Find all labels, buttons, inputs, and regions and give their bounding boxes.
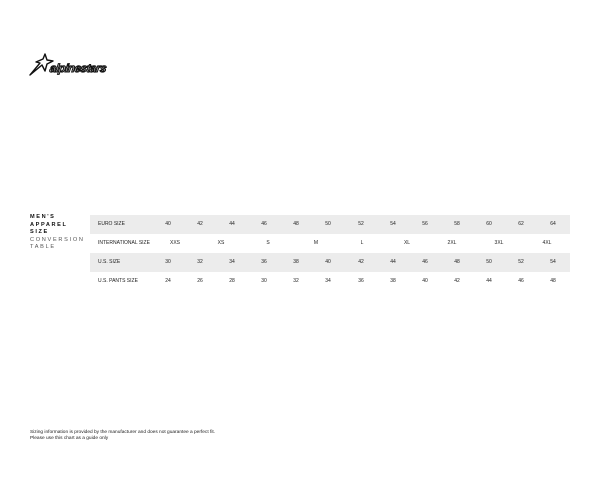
table-cell: 54 xyxy=(550,259,556,265)
table-cell: 46 xyxy=(518,278,524,284)
table-cell: 44 xyxy=(486,278,492,284)
table-cell: 46 xyxy=(422,259,428,265)
title-line-mens: MEN'S xyxy=(30,214,56,220)
title-line-conversion: CONVERSION xyxy=(30,236,85,243)
table-cell: 54 xyxy=(390,221,396,227)
table-cell: 28 xyxy=(229,278,235,284)
table-cell: M xyxy=(313,240,319,246)
table-cell: 32 xyxy=(293,278,299,284)
svg-text:alpinestars: alpinestars xyxy=(48,63,107,75)
title-line-size: SIZE xyxy=(30,229,49,236)
table-cell: 48 xyxy=(293,221,299,227)
table-cell: 34 xyxy=(229,259,235,265)
table-cell: 36 xyxy=(358,278,364,284)
table-cell: 36 xyxy=(261,259,267,265)
table-cell: 42 xyxy=(197,221,203,227)
title-line-apparel: APPAREL xyxy=(30,221,68,228)
table-cell: 48 xyxy=(454,259,460,265)
row-label: INTERNATIONAL SIZE xyxy=(98,240,150,246)
table-cell: 52 xyxy=(518,259,524,265)
table-cell: 40 xyxy=(165,221,171,227)
table-row xyxy=(90,215,570,234)
table-cell: 30 xyxy=(261,278,267,284)
table-cell: 62 xyxy=(518,221,524,227)
table-cell: 46 xyxy=(261,221,267,227)
table-cell: 48 xyxy=(550,278,556,284)
table-cell: 58 xyxy=(454,221,460,227)
brand-logo xyxy=(28,53,133,77)
table-cell: XS xyxy=(217,240,225,246)
table-cell: XL xyxy=(403,240,411,246)
table-cell: 52 xyxy=(358,221,364,227)
table-cell: 32 xyxy=(197,259,203,265)
table-cell: 24 xyxy=(165,278,171,284)
table-cell: 64 xyxy=(550,221,556,227)
table-cell: 50 xyxy=(486,259,492,265)
table-cell: 4XL xyxy=(542,240,552,246)
table-title xyxy=(30,214,90,252)
table-cell: 50 xyxy=(325,221,331,227)
row-label: U.S. PANTS SIZE xyxy=(98,278,138,284)
table-cell: 44 xyxy=(390,259,396,265)
table-cell: 2XL xyxy=(447,240,457,246)
table-row xyxy=(90,234,570,253)
table-cell: 60 xyxy=(486,221,492,227)
table-cell: 42 xyxy=(454,278,460,284)
table-cell: 26 xyxy=(197,278,203,284)
table-cell: 44 xyxy=(229,221,235,227)
table-cell: 38 xyxy=(390,278,396,284)
alpinestars-logo-icon xyxy=(28,53,133,77)
table-cell: 56 xyxy=(422,221,428,227)
table-cell: XXS xyxy=(169,240,180,246)
footnote-line-1: Sizing information is provided by the manufacturer and does not guarantee a perfect fit. xyxy=(30,430,216,435)
table-row xyxy=(90,253,570,272)
row-label: EURO SIZE xyxy=(98,221,125,227)
table-cell: 30 xyxy=(165,259,171,265)
table-cell: 38 xyxy=(293,259,299,265)
table-cell: 40 xyxy=(325,259,331,265)
table-cell: 3XL xyxy=(494,240,504,246)
footnote xyxy=(30,430,215,443)
table-row xyxy=(90,272,570,291)
table-cell: 34 xyxy=(325,278,331,284)
table-cell: S xyxy=(266,240,270,246)
row-label: U.S. SIZE xyxy=(98,259,121,265)
table-cell: 40 xyxy=(422,278,428,284)
table-cell: L xyxy=(360,240,364,246)
footnote-line-2: Please use this chart as a guide only xyxy=(30,436,109,442)
table-cell: 42 xyxy=(358,259,364,265)
title-line-table: TABLE xyxy=(30,244,56,251)
